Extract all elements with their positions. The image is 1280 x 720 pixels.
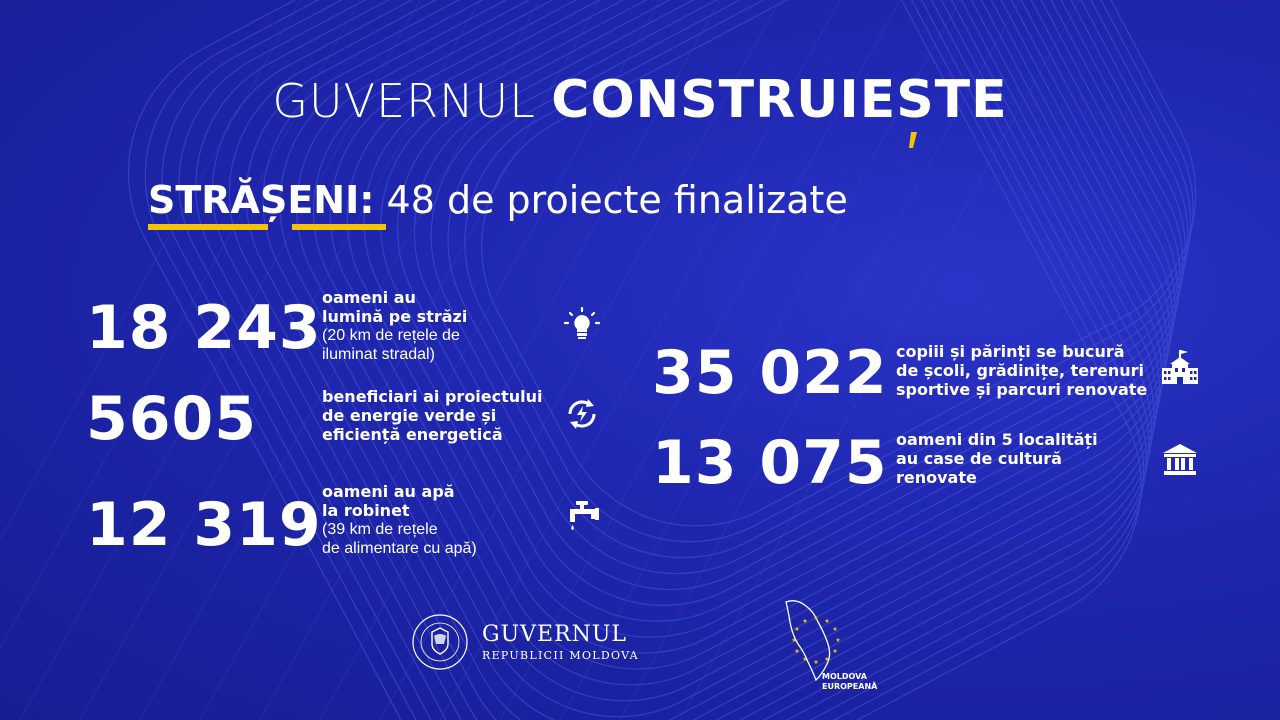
stat-green-energy-line3: eficiență energetică [322,425,503,444]
subtitle-text: 48 de proiecte finalizate [386,178,848,222]
stat-green-energy-text [322,387,562,444]
eu-star [803,619,808,623]
eu-star [795,627,800,631]
stat-lighting-text [322,288,562,364]
culture-house-icon [1160,440,1200,480]
comma-accent-icon [908,132,918,148]
government-logo-text [482,622,639,662]
subtitle [148,178,848,222]
stat-culture-line1: oameni din 5 localități [896,430,1098,449]
stat-culture-text [896,430,1136,487]
stat-schools-number: 35 022 [652,338,888,408]
eu-star [833,649,838,653]
eu-star [814,660,819,664]
stat-green-energy-line2: de energie verde și [322,406,497,425]
school-building-icon [1160,348,1200,388]
lightbulb-icon [562,306,602,346]
stat-water-note2: de alimentare cu apă) [322,540,477,557]
subtitle-place: STRĂȘENI: [148,178,375,222]
stat-water-text [322,482,562,558]
stat-water-number: 12 319 [86,490,322,560]
stat-culture-line2: au case de cultură [896,449,1062,468]
moldova-europeana-label [822,672,877,692]
place-underline-1 [148,224,268,230]
eu-label-line1: MOLDOVA [822,672,867,681]
stat-lighting-line2: lumină pe străzi [322,307,468,326]
stat-green-energy-line1: beneficiari ai proiectului [322,387,543,406]
stat-lighting-line1: oameni au [322,288,416,307]
stat-schools-text [896,342,1156,399]
title-light: GUVERNUL [272,74,536,128]
stat-schools-line2: de școli, grădinițe, terenuri [896,361,1144,380]
place-underline-2 [292,224,386,230]
eu-star [833,627,838,631]
eu-label-line2: EUROPEANĂ [822,682,878,691]
stat-lighting-note1: (20 km de rețele de [322,327,460,344]
eu-star [795,649,800,653]
eu-star [825,619,830,623]
stat-culture-number: 13 075 [652,428,888,498]
water-tap-icon [562,496,602,536]
stat-green-energy-number: 5605 [86,384,257,454]
energy-cycle-icon [562,394,602,434]
government-subtitle: REPUBLICII MOLDOVA [482,649,639,662]
stat-water-line2: la robinet [322,501,410,520]
stat-water-note1: (39 km de rețele [322,521,438,538]
government-seal-icon [410,612,470,672]
title-bold: CONSTRUIESTE [551,70,1008,130]
stat-schools-line1: copiii și părinți se bucură [896,342,1125,361]
page-title [0,70,1280,130]
stat-water-line1: oameni au apă [322,482,455,501]
stat-lighting-number: 18 243 [86,293,322,363]
stat-lighting-note2: iluminat stradal) [322,346,435,363]
stat-culture-line3: renovate [896,468,977,487]
government-name: GUVERNUL [482,622,628,647]
eu-star [836,638,841,642]
eu-star [814,616,819,620]
stat-schools-line3: sportive și parcuri renovate [896,380,1148,399]
